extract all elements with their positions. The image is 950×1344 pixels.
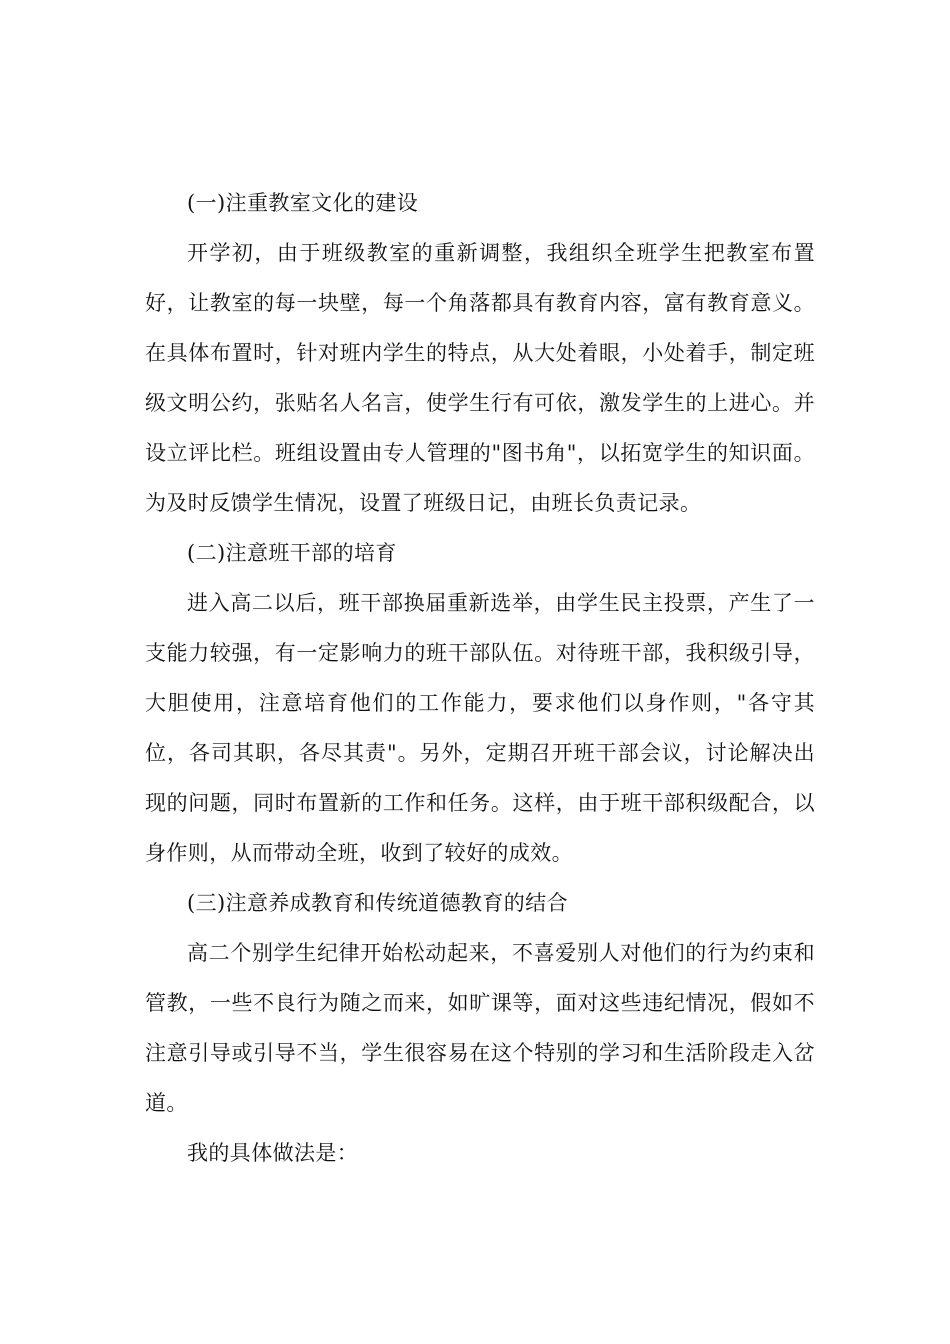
section-1-paragraph-1: 开学初，由于班级教室的重新调整，我组织全班学生把教室布置好，让教室的每一块壁，每一个角落都具有教育内容，富有教育意义。在具体布置时，针对班内学生的特点，从大处着眼，小处着手，制定班级文明公约，张贴名人名言，使学生行有可依，激发学生的上进心。并设立评比栏。班组设置由专人管理的"图书角"，以拓宽学生的知识面。为及时反馈学生情况，设置了班级日记，由班长负责记录。 [145, 241, 815, 515]
section-3-paragraph-2: 我的具体做法是： [187, 1141, 359, 1165]
section-heading-3: (三)注意养成教育和传统道德教育的结合 [187, 891, 568, 915]
section-heading-2: (二)注意班干部的培育 [187, 541, 397, 565]
section-heading-1: (一)注重教室文化的建设 [187, 191, 419, 215]
section-2-paragraph-1: 进入高二以后，班干部换届重新选举，由学生民主投票，产生了一支能力较强，有一定影响力的班干部队伍。对待班干部，我积级引导，大胆使用，注意培育他们的工作能力，要求他们以身作则，"各守其位，各司其职，各尽其责"。另外，定期召开班干部会议，讨论解决出现的问题，同时布置新的工作和任务。这样，由于班干部积级配合，以身作则，从而带动全班，收到了较好的成效。 [145, 591, 815, 865]
document-body [145, 178, 815, 1178]
section-3-paragraph-1: 高二个别学生纪律开始松动起来，不喜爱别人对他们的行为约束和管教，一些不良行为随之而来，如旷课等，面对这些违纪情况，假如不注意引导或引导不当，学生很容易在这个特别的学习和生活阶段走入岔道。 [145, 941, 815, 1115]
